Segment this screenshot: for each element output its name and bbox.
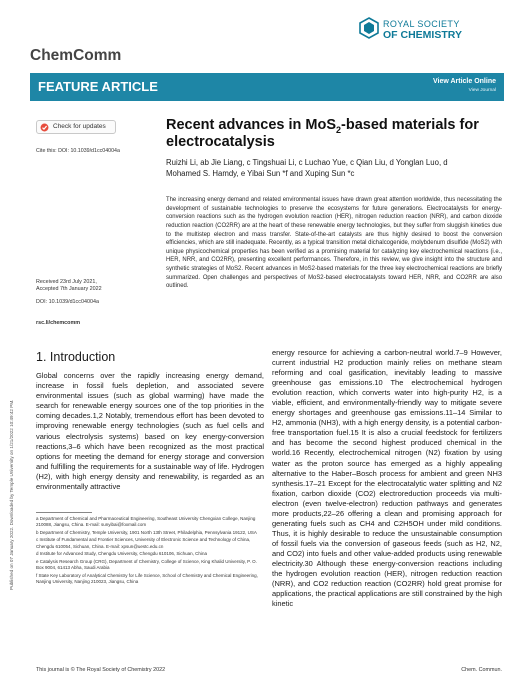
download-side-note-text: Published on 07 January 2022. Downloaded by Temple University on 1/21/2022 10:49:42 PM. [9, 399, 14, 590]
accepted-date: Accepted 7th January 2022 [36, 286, 102, 292]
footnote-divider [36, 512, 92, 513]
publisher-name-line2: OF CHEMISTRY [383, 29, 462, 41]
intro-column-right: energy resource for achieving a carbon-neutral world.7–9 However, current industrial H2 production mainly relies on methane steam reforming and coal gasification, inevitably leading to massive greenhouse gas emissions.10 The electrochemical hydrogen evolution reaction, which converts water into high-purity H2, is a viable, efficient, and environmentally-friendly way to mitigate severe energy shortages and greenhouse gas emissions.11–14 Similar to H2, ammonia (NH3), with a high energy density, is a potential carbon-free transportation fuel.15 It is also a crucial feedstock for fertilizers and has become the second highest produced chemical in the world.16 Recently, electrochemical nitrogen (N2) fixation by using water as the proton source has emerged as a highly appealing alternative to the Haber–Bosch process for ambient and green NH3 synthesis.17–21 Except for the electrocatalytic water splitting and N2 fixation, carbon dioxide (CO2) electroreduction proceeds via multi-electron (even twelve-electron) reduction pathways and generates more products,22–26 offering a clean and promising approach for generating fuels such as CH4 and C2H5OH under mild conditions. Thus, it is highly desirable to reduce the unsustainable consumption of fossil fuels via the conversion of gaseous feeds (such as H2, N2, and CO2) into fuels and other value-added products using renewable electricity.30 Although these energy-conversion reactions including the hydrogen evolution reaction (HER), nitrogen reduction reaction (NRR), and CO2 reduction reaction (CO2RR) hold great promise for applications, the practical applications are still constrained by the high kinetic [272, 348, 502, 609]
article-type-band [30, 73, 504, 101]
intro-column-left: Global concerns over the rapidly increasing energy demand, increase in fossil fuels depletion, and associated severe environmental issues (such as global warming) have made the search for renewable energy sources one of the top priorities in the coming decades.1,2 Notably, tremendous effort has been devoted to improving renewable energy technologies (such as fuel cells and various electrolysis systems) based on key energy-conversion reactions,3–6 which have been recognized as the most practical options for meeting the demand for energy storage and conversion and fulfilling the requirements for a sustainable way of life. Hydrogen (H2), with high energy density and renewability, is regarded as an environmentally attractive [36, 371, 264, 492]
section-title: Introduction [49, 350, 116, 364]
affiliation-item: b Department of Chemistry, Temple University, 1901 North 13th Street, Philadelphia, Pennsylvania 19122, USA [36, 529, 257, 535]
abstract: The increasing energy demand and related environmental issues have drawn great attention worldwide, thus necessitating the development of sustainable technologies to preserve the ecosystems for future generations. Electrocatalysts for energy-conversion reactions such as the hydrogen evolution reaction (HER), nitrogen reduction reaction (NRR), and carbon dioxide reduction reaction (CO2RR) are at the heart of these renewable energy technologies, but they suffer from sluggish kinetics due to the multistep electron and mass transfer. State-of-the-art catalysts are thus highly desired to boost the conversion efficiencies, which are still inadequate. Recently, as a typical transition metal dichalcogenide, molybdenum disulfide (MoS2) with unique physicochemical properties has been verified as a promising material for catalyzing key electrochemical reactions (i.e., HER, NRR, and CO2RR), presenting excellent performances. Therefore, in this review, we give insight into the structure and synthetic strategies of MoS2. Recent advances in MoS2-based materials for the three key electrochemical reactions are briefly summarized. Open challenges and perspectives of MoS2-based electrocatalysts toward HER, NRR, and CO2RR are also outlined. [166, 197, 502, 290]
copyright-footer: This journal is © The Royal Society of Chemistry 2022 [36, 667, 166, 673]
check-for-updates-button[interactable] [36, 120, 116, 134]
rsc-logo-icon [359, 17, 379, 39]
journal-footer: Chem. Commun. [461, 667, 502, 673]
check-for-updates-label: Check for updates [53, 123, 106, 130]
affiliation-item: a Department of Chemical and Pharmaceutical Engineering, Southeast University Chengxian College, Nanjing 210088, Jiangsu, China. E-mail: sunyibai@foxmail.com [36, 516, 256, 528]
affiliation-item: f State Key Laboratory of Analytical Chemistry for Life Science, School of Chemistry and Chemical Engineering, Nanjing University, Nanjing 210023, Jiangsu, China [36, 572, 258, 584]
title-part2: -based materials for electrocatalysis [166, 117, 479, 150]
section-heading [36, 350, 115, 364]
author-line-2: Mohamed S. Hamdy, e Yibai Sun *f and Xuping Sun *c [166, 169, 355, 178]
journal-name: ChemComm [30, 47, 122, 64]
publisher-logo[interactable] [359, 16, 499, 44]
received-date: Received 23rd July 2021, [36, 279, 97, 285]
author-list [166, 157, 506, 179]
affiliation-item: e Catalysis Research Group (CRG), Department of Chemistry, College of Science, King Khalid University, P. O. Box 9004, 61413 Abha, Saudi Arabia [36, 558, 257, 571]
view-article-online-link[interactable]: View Article Online [432, 78, 496, 85]
section-number: 1. [36, 350, 47, 364]
article-title [166, 117, 496, 151]
publisher-name-line1: ROYAL SOCIETY [383, 19, 460, 29]
author-line-1: Ruizhi Li, ab Jie Liang, c Tingshuai Li, c Luchao Yue, c Qian Liu, d Yonglan Luo, d [166, 158, 448, 167]
cite-doi: Cite this: DOI: 10.1039/d1cc04004a [36, 148, 120, 154]
journal-site-link[interactable]: rsc.li/chemcomm [36, 320, 81, 326]
article-type-label: FEATURE ARTICLE [38, 79, 158, 94]
affiliation-item: d Institute for Advanced Study, Chengdu University, Chengdu 610106, Sichuan, China [36, 551, 207, 557]
check-updates-icon [40, 123, 49, 132]
view-journal-link[interactable]: View Journal [468, 88, 496, 93]
affiliation-item: c Institute of Fundamental and Frontier Sciences, University of Electronic Science and Technology of China, Chengdu 610054, Sichuan, China. E-mail: xpsun@uestc.edu.cn [36, 537, 251, 549]
download-side-note [2, 120, 12, 590]
affiliations [36, 516, 264, 587]
title-subscript: 2 [336, 124, 342, 135]
title-part1: Recent advances in MoS [166, 117, 337, 133]
article-doi: DOI: 10.1039/d1cc04004a [36, 299, 99, 305]
